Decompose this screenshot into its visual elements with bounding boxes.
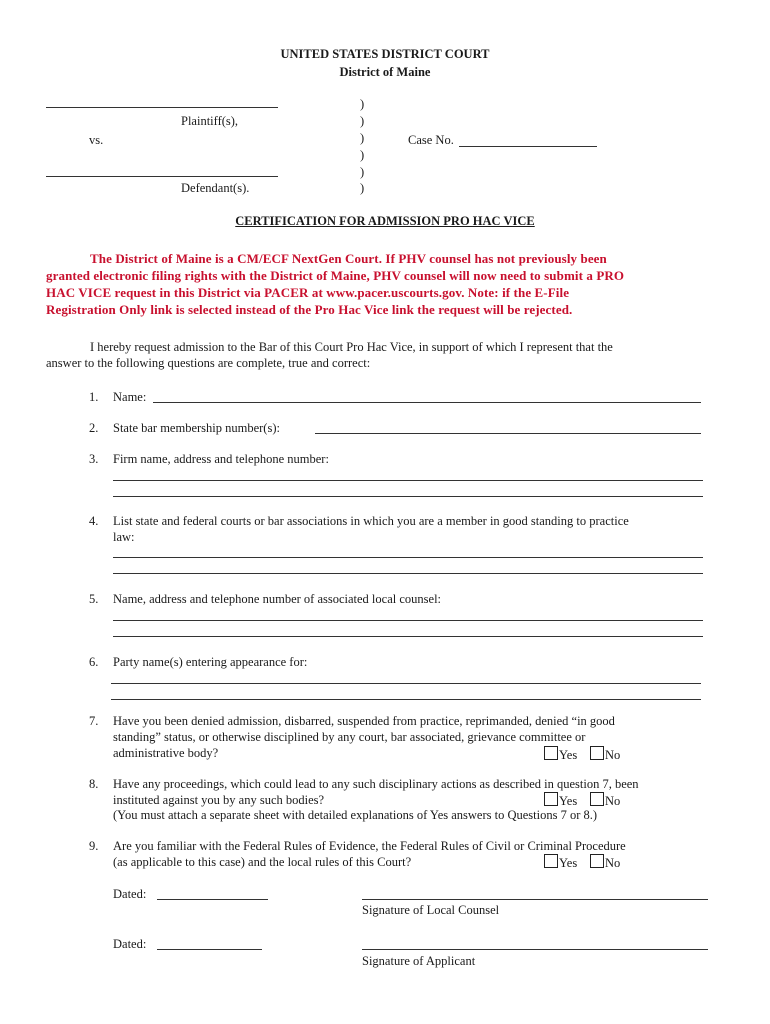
caption-paren: ): [360, 131, 365, 145]
yes-checkbox[interactable]: [544, 792, 558, 806]
question-text: Have you been denied admission, disbarred, suspended from practice, reprimanded, denied “in good: [113, 714, 615, 728]
dated-field[interactable]: [157, 899, 268, 900]
bar-number-field[interactable]: [315, 433, 701, 434]
caption-paren: ): [360, 148, 365, 162]
question-text: Name:: [113, 390, 147, 404]
case-no-line[interactable]: [459, 146, 597, 147]
party-field[interactable]: [111, 699, 701, 700]
firm-field[interactable]: [113, 496, 703, 497]
local-counsel-field[interactable]: [113, 620, 703, 621]
question-number: 6.: [89, 655, 99, 669]
notice-line: granted electronic filing rights with the District of Maine, PHV counsel will now need to submit a PRO: [46, 268, 625, 283]
question-text: administrative body?: [113, 746, 219, 760]
yes-option[interactable]: [544, 746, 577, 763]
question-number: 9.: [89, 839, 99, 853]
firm-field[interactable]: [113, 480, 703, 481]
no-label: No: [605, 856, 621, 870]
party-field[interactable]: [111, 683, 701, 684]
local-counsel-signature-label: Signature of Local Counsel: [362, 903, 500, 917]
no-option[interactable]: [590, 854, 620, 871]
caption-paren: ): [360, 181, 365, 195]
question-number: 7.: [89, 714, 99, 728]
question-text: State bar membership number(s):: [113, 421, 280, 435]
applicant-signature-line[interactable]: [362, 949, 708, 950]
notice-line: HAC VICE request in this District via PACER at www.pacer.uscourts.gov. Note: if the E-File: [46, 285, 570, 300]
intro-line: answer to the following questions are complete, true and correct:: [46, 356, 371, 370]
question-text: Party name(s) entering appearance for:: [113, 655, 308, 669]
no-option[interactable]: [590, 792, 620, 809]
question-text: law:: [113, 530, 135, 544]
court-name: UNITED STATES DISTRICT COURT: [280, 47, 490, 61]
case-no-label: Case No.: [408, 133, 454, 147]
question-number: 2.: [89, 421, 99, 435]
question-number: 5.: [89, 592, 99, 606]
notice-line: Registration Only link is selected instead of the Pro Hac Vice link the request will be rejected.: [46, 302, 573, 317]
page-title: CERTIFICATION FOR ADMISSION PRO HAC VICE: [235, 214, 535, 228]
no-label: No: [605, 794, 621, 808]
no-checkbox[interactable]: [590, 792, 604, 806]
yes-label: Yes: [559, 856, 578, 870]
courts-field[interactable]: [113, 557, 703, 558]
question-number: 8.: [89, 777, 99, 791]
defendant-line[interactable]: [46, 176, 278, 177]
vs-label: vs.: [89, 133, 104, 147]
yes-label: Yes: [559, 748, 578, 762]
question-number: 3.: [89, 452, 99, 466]
question-text: Have any proceedings, which could lead to any such disciplinary actions as described in question 7, been: [113, 777, 639, 791]
caption-paren: ): [360, 114, 365, 128]
question-text: (You must attach a separate sheet with detailed explanations of Yes answers to Questions 7 or 8.): [113, 808, 598, 822]
yes-checkbox[interactable]: [544, 854, 558, 868]
yes-option[interactable]: [544, 854, 577, 871]
notice-line: The District of Maine is a CM/ECF NextGen Court. If PHV counsel has not previously been: [90, 251, 607, 266]
question-text: Are you familiar with the Federal Rules of Evidence, the Federal Rules of Civil or Criminal Procedure: [113, 839, 626, 853]
name-field[interactable]: [153, 402, 701, 403]
no-option[interactable]: [590, 746, 620, 763]
question-text: List state and federal courts or bar associations in which you are a member in good standing to practice: [113, 514, 629, 528]
local-counsel-field[interactable]: [113, 636, 703, 637]
plaintiff-line[interactable]: [46, 107, 278, 108]
district-name: District of Maine: [339, 65, 431, 79]
plaintiff-label: Plaintiff(s),: [181, 114, 239, 128]
question-text: standing” status, or otherwise disciplined by any court, bar associated, grievance committee or: [113, 730, 586, 744]
no-checkbox[interactable]: [590, 746, 604, 760]
caption-paren: ): [360, 165, 365, 179]
question-text: Firm name, address and telephone number:: [113, 452, 329, 466]
dated-label: Dated:: [113, 937, 147, 951]
yes-option[interactable]: [544, 792, 577, 809]
courts-field[interactable]: [113, 573, 703, 574]
question-text: instituted against you by any such bodies?: [113, 793, 325, 807]
yes-label: Yes: [559, 794, 578, 808]
local-counsel-signature-line[interactable]: [362, 899, 708, 900]
question-number: 4.: [89, 514, 99, 528]
caption-paren: ): [360, 97, 365, 111]
dated-label: Dated:: [113, 887, 147, 901]
defendant-label: Defendant(s).: [181, 181, 250, 195]
no-checkbox[interactable]: [590, 854, 604, 868]
yes-checkbox[interactable]: [544, 746, 558, 760]
intro-line: I hereby request admission to the Bar of this Court Pro Hac Vice, in support of which I represent that the: [90, 340, 613, 354]
applicant-signature-label: Signature of Applicant: [362, 954, 476, 968]
no-label: No: [605, 748, 621, 762]
dated-field[interactable]: [157, 949, 262, 950]
question-text: Name, address and telephone number of associated local counsel:: [113, 592, 442, 606]
question-number: 1.: [89, 390, 99, 404]
question-text: (as applicable to this case) and the local rules of this Court?: [113, 855, 412, 869]
